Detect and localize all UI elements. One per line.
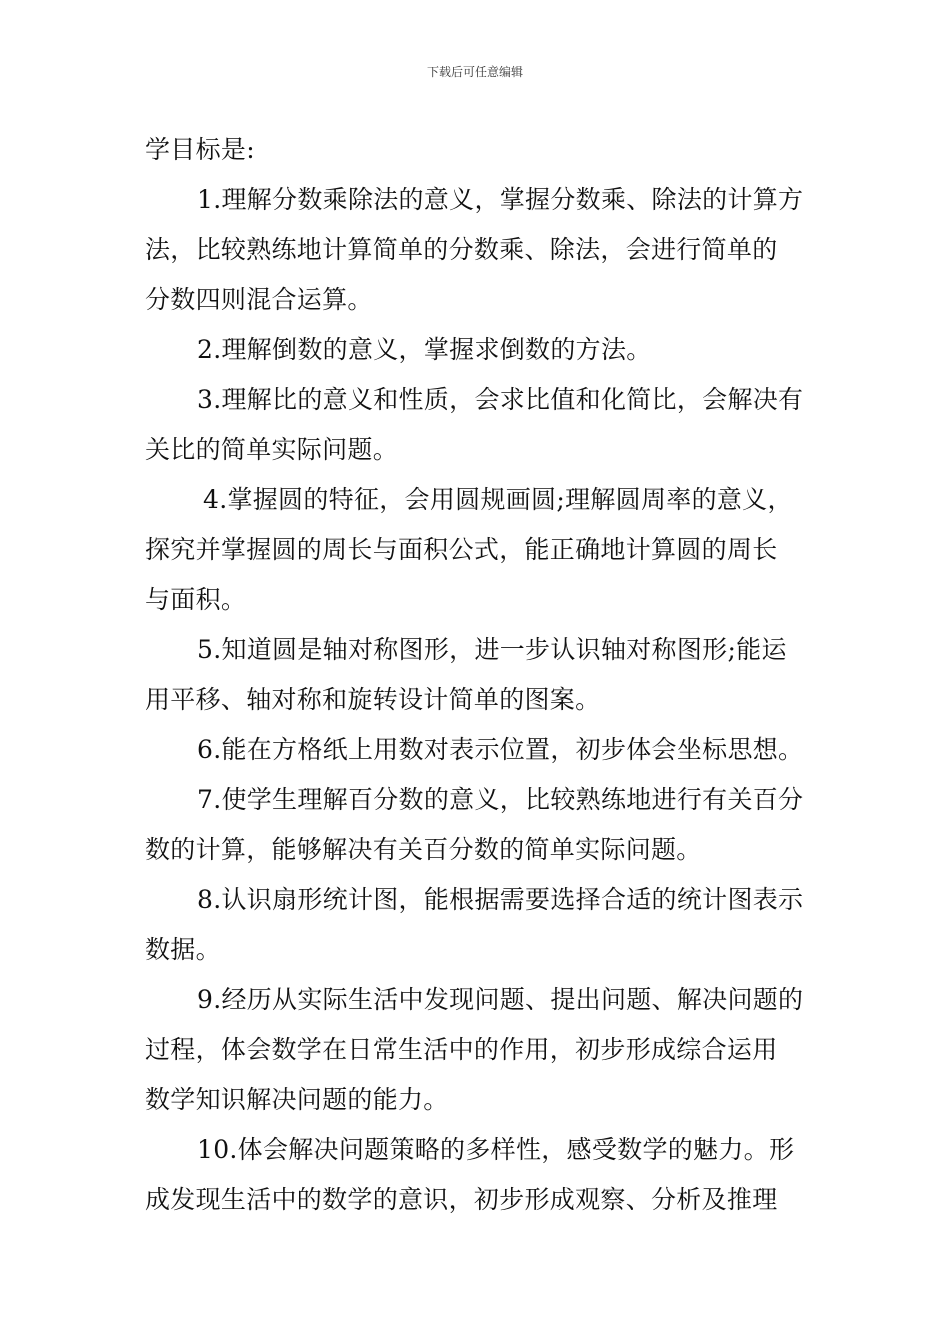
list-item-7: 7.使学生理解百分数的意义，比较熟练地进行有关百分 — [197, 785, 804, 814]
list-item-4: 4.掌握圆的特征，会用圆规画圆;理解圆周率的意义， — [203, 485, 793, 514]
text-line: 学目标是: — [145, 135, 255, 164]
text-line: 用平移、轴对称和旋转设计简单的图案。 — [145, 685, 601, 714]
text-line: 探究并掌握圆的周长与面积公式，能正确地计算圆的周长 — [145, 535, 778, 564]
list-item-5: 5.知道圆是轴对称图形，进一步认识轴对称图形;能运 — [197, 635, 787, 664]
text-line: 过程，体会数学在日常生活中的作用，初步形成综合运用 — [145, 1035, 778, 1064]
page-header: 下载后可任意编辑 — [426, 65, 523, 79]
document-body — [145, 125, 807, 1225]
text-line: 关比的简单实际问题。 — [145, 435, 399, 464]
text-line: 数据。 — [145, 935, 221, 964]
list-item-8: 8.认识扇形统计图，能根据需要选择合适的统计图表示 — [197, 885, 804, 914]
text-line: 数学知识解决问题的能力。 — [145, 1085, 449, 1114]
list-item-9: 9.经历从实际生活中发现问题、提出问题、解决问题的 — [197, 985, 804, 1014]
text-line: 数的计算，能够解决有关百分数的简单实际问题。 — [145, 835, 702, 864]
text-line: 成发现生活中的数学的意识，初步形成观察、分析及推理 — [145, 1185, 778, 1214]
list-item-1: 1.理解分数乘除法的意义，掌握分数乘、除法的计算方 — [197, 185, 804, 214]
list-item-10: 10.体会解决问题策略的多样性，感受数学的魅力。形 — [197, 1135, 795, 1164]
list-item-2: 2.理解倒数的意义，掌握求倒数的方法。 — [197, 335, 652, 364]
text-line: 分数四则混合运算。 — [145, 285, 373, 314]
list-item-6: 6.能在方格纸上用数对表示位置，初步体会坐标思想。 — [197, 735, 804, 764]
text-line: 与面积。 — [145, 585, 247, 614]
text-line: 法，比较熟练地计算简单的分数乘、除法，会进行简单的 — [145, 235, 778, 264]
list-item-3: 3.理解比的意义和性质，会求比值和化简比，会解决有 — [197, 385, 804, 414]
